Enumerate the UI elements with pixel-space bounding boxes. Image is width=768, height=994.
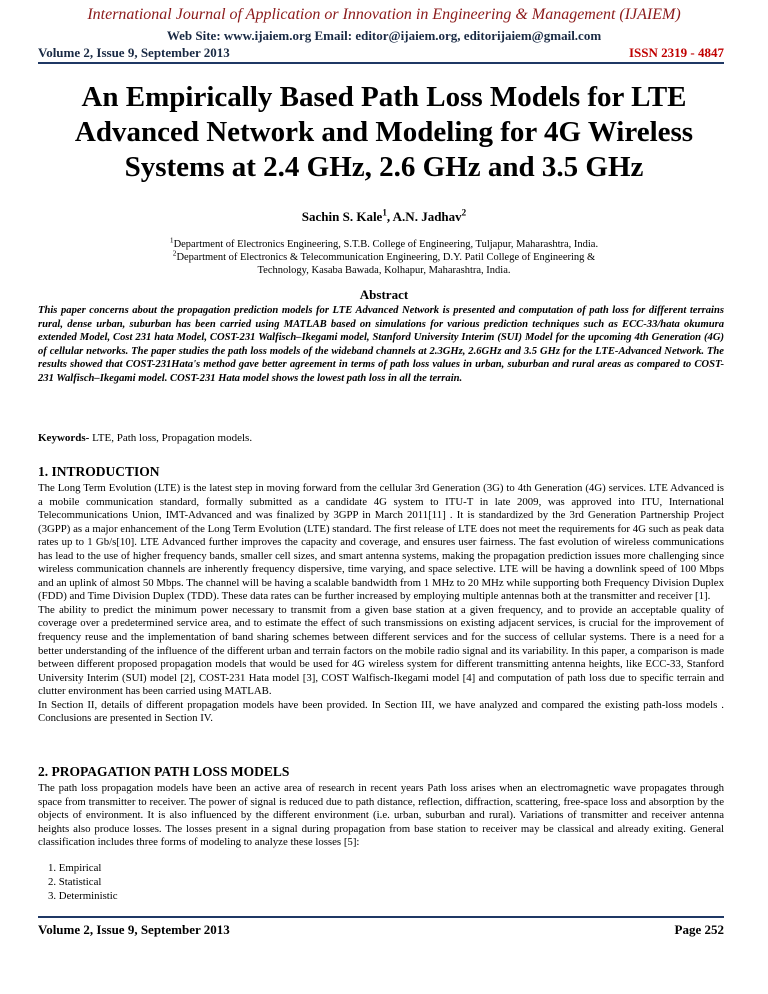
list-item: 3. Deterministic — [48, 890, 118, 902]
issn: ISSN 2319 - 4847 — [629, 45, 724, 60]
affiliation-2-cont: Technology, Kasaba Bawada, Kolhapur, Maharashtra, India. — [257, 265, 511, 276]
list-item: 1. Empirical — [48, 862, 102, 874]
footer-page-number: Page 252 — [674, 922, 724, 937]
affiliation-2-text: Department of Electronics & Telecommunication Engineering, D.Y. Patil College of Engineering & — [176, 252, 596, 263]
list-item: 2. Statistical — [48, 876, 102, 888]
authors — [0, 209, 768, 225]
author-2: A.N. Jadhav — [392, 209, 462, 224]
section-2-heading: 2. PROPAGATION PATH LOSS MODELS — [38, 764, 290, 779]
affiliation-2-sup: 2 — [172, 248, 177, 258]
website-line: Web Site: www.ijaiem.org Email: editor@ijaiem.org, editorijaiem@gmail.com — [166, 28, 602, 43]
author-separator: , — [386, 209, 393, 224]
abstract-body: This paper concerns about the propagation prediction models for LTE Advanced Network is presented and computation of path loss for different terrains rural, dense urban, suburban has been carried using MATLAB based on simulations for various prediction techniques such as ECC-33/hata okumura extended Model, Cost 231 hata Model, COST-231 Walfisch–Ikegami model, Stanford University Interim (SUI) Model for the upcoming 4th Generation (4G) of cellular networks. The paper studies the path loss models of the wideband channels at 2.3GHz, 2.6GHz and 3.5 GHz for the LTE-Advanced Network. The results showed that COST-231Hata's method gave better agreement in terms of path loss values in urban, suburban and rural areas as compared to COST-231 Walfisch–Ikegami model. COST-231 Hata model shows the lowest path loss in all the terrain. — [38, 305, 724, 384]
keywords-label: Keywords- — [38, 432, 90, 444]
author-1: Sachin S. Kale — [301, 209, 383, 224]
section-1-heading: 1. INTRODUCTION — [38, 464, 160, 479]
header-rule — [38, 62, 724, 64]
author-2-sup: 2 — [461, 207, 467, 218]
affiliation-1-sup: 1 — [169, 235, 174, 245]
author-1-sup: 1 — [382, 207, 387, 218]
journal-title: International Journal of Application or Innovation in Engineering & Management (IJAIEM) — [87, 6, 681, 23]
footer-rule — [38, 916, 724, 918]
intro-paragraph-3: In Section II, details of different propagation models have been provided. In Section III, we have analyzed and compared the existing path-loss models . Conclusions are presented in Section IV. — [38, 698, 724, 725]
intro-paragraph-1: The Long Term Evolution (LTE) is the latest step in moving forward from the cellular 3rd Generation (3G) to 4th Generation (4G) services. LTE Advanced is a mobile communication standard, formally submitted as a candidate 4G system to ITU-T in late 2009, was approved into ITU, International Telecommunications Union, IMT-Advanced and was finalized by 3GPP in March 2011[11] . It is standardized by the 3rd Generation Partnership Project (3GPP) as a major enhancement of the Long Term Evolution (LTE) standard. The first release of LTE does not meet the requirements for 4G such as peak data rates up to 1 Gb/s[10]. LTE Advanced further improves the capacity and coverage, and ensures user fairness. The fast evolution of wireless communications has lead to the use of higher frequency bands, smaller cell sizes, and smart antenna systems, making the propagation prediction issues more challenging since wireless communication channels are inherently frequency dispersive, time varying, and space selective. LTE will be having a downlink speed of 100 Mbps and an uplink of almost 50 Mbps. The channel will be having a scalable bandwidth from 1 MHz to 20 MHz while supporting both Frequency Division Duplex (FDD) and Time Division Duplex (TDD). These data rates can be further increased by employing multiple antennas both at the transmitter and receiver [1]. — [38, 482, 724, 603]
affiliation-1 — [0, 235, 768, 251]
intro-paragraph-2: The ability to predict the minimum power necessary to transmit from a given base station at a given frequency, and to provide an acceptable quality of coverage over a predetermined service area, and to estimate the effect of such transmissions on existing adjacent services, is crucial for the improvement of frequency reuse and the implementation of band sharing schemes between different services and for the success of cellular systems. There is a need for a better understanding of the influence of the different urban and terrain factors on the mobile radio signal and its variability. In this paper, a comparison is made between different proposed propagation models that would be used for 4G wireless system for different transmitting antenna heights, like ECC-33, Stanford University Interim (SUI) model [2], COST-231 Hata model [3], COST Walfisch-Ikegami model [4] and computation of path loss due to specific terrain and clutter environment has been carried using MATLAB. — [38, 603, 724, 698]
affiliation-1-text: Department of Electronics Engineering, S.T.B. College of Engineering, Tuljapur, Maharashtra, India. — [173, 239, 599, 250]
affiliation-2 — [0, 248, 768, 264]
keywords — [38, 432, 724, 444]
keywords-text: LTE, Path loss, Propagation models. — [89, 432, 253, 444]
section-2-paragraph: The path loss propagation models have been an active area of research in recent years Path loss arises when an electromagnetic wave propagates through space from transmitter to receiver. The power of signal is reduced due to path distance, reflection, diffraction, scattering, free-space loss and absorption by the objects of environment. It is also influenced by the different environment (i.e. urban, suburban and rural). Variations of transmitter and receiver antenna heights also produce losses. The losses present in a signal during propagation from base station to receiver may be classical and already exiting. General classification includes three forms of modeling to analyze these losses [5]: — [38, 782, 724, 849]
section-1-body — [38, 482, 724, 726]
paper-title: An Empirically Based Path Loss Models for LTE Advanced Network and Modeling for 4G Wireless Systems at 2.4 GHz, 2.6 GHz and 3.5 GHz — [74, 81, 694, 183]
header-volume-line — [38, 45, 724, 61]
header-volume-issue: Volume 2, Issue 9, September 2013 — [38, 45, 230, 60]
abstract-heading: Abstract — [359, 287, 409, 302]
footer-volume-issue: Volume 2, Issue 9, September 2013 — [38, 922, 230, 937]
